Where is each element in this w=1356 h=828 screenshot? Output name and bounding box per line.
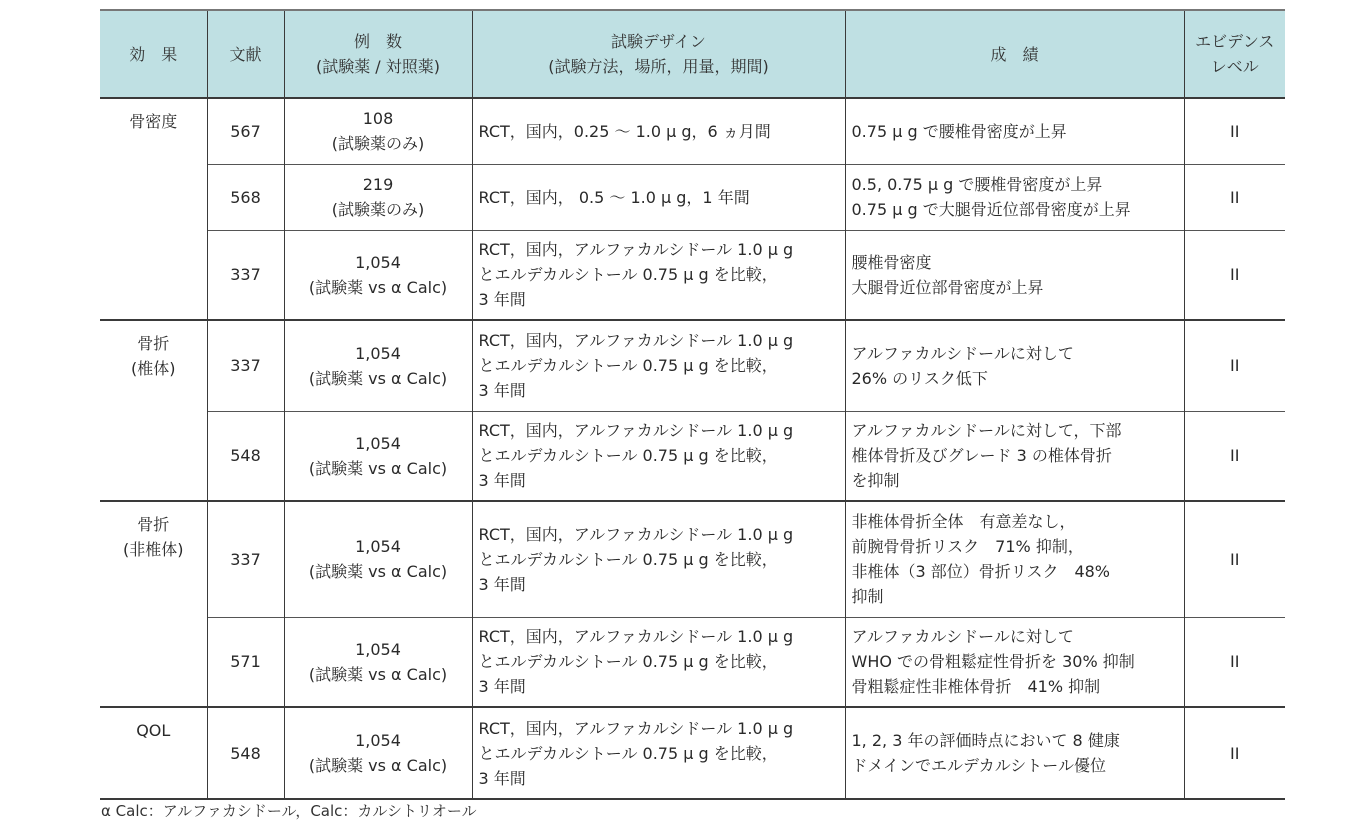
reference-cell: 548 bbox=[207, 707, 284, 799]
cases-cell-line: 1,054 bbox=[355, 731, 401, 750]
design-cell-line: 3 年間 bbox=[478, 290, 526, 310]
evidence-level-cell: II bbox=[1184, 501, 1285, 617]
reference-cell: 567 bbox=[207, 98, 284, 164]
design-cell bbox=[472, 411, 845, 501]
cases-cell bbox=[284, 98, 472, 164]
design-cell bbox=[472, 707, 845, 799]
cases-cell-line: 1,054 bbox=[355, 252, 401, 272]
cases-cell-line: 108 bbox=[362, 109, 394, 129]
effect-cell-line: QOL bbox=[136, 721, 171, 740]
reference-cell: 568 bbox=[207, 164, 284, 230]
results-cell-line: 0.75 μ g で腰椎骨密度が上昇 bbox=[851, 121, 1067, 141]
effect-cell-line: 骨折 bbox=[137, 515, 170, 534]
cases-cell bbox=[284, 501, 472, 617]
table-row bbox=[100, 98, 1285, 164]
evidence-level-cell: II bbox=[1184, 230, 1285, 320]
design-cell bbox=[472, 230, 845, 320]
evidence-table bbox=[100, 9, 1285, 800]
effect-cell-line: (椎体) bbox=[131, 359, 176, 378]
results-cell-line: を抑制 bbox=[851, 471, 900, 491]
results-cell bbox=[845, 98, 1184, 164]
reference-cell: 548 bbox=[207, 411, 284, 501]
cases-cell-line: (試験薬 vs α Calc) bbox=[308, 458, 448, 478]
table-row bbox=[100, 164, 1285, 230]
reference-cell: 337 bbox=[207, 501, 284, 617]
design-cell-line: RCT，国内， 0.5 ～ 1.0 μ g，1 年間 bbox=[478, 187, 750, 207]
header-effect: 効 果 bbox=[100, 10, 207, 98]
results-cell-line: WHO での骨粗鬆症性骨折を 30% 抑制 bbox=[851, 652, 1135, 672]
effect-cell bbox=[100, 98, 207, 320]
cases-cell-line: 1,054 bbox=[355, 639, 401, 659]
cropped-caption-fragment bbox=[440, 0, 680, 2]
cases-cell-line: 1,054 bbox=[355, 433, 401, 453]
results-cell-line: 0.5, 0.75 μ g で腰椎骨密度が上昇 bbox=[851, 175, 1103, 194]
cases-cell-line: (試験薬のみ) bbox=[331, 134, 425, 154]
design-cell-line: 3 年間 bbox=[478, 574, 526, 594]
design-cell-line: 3 年間 bbox=[478, 677, 526, 697]
results-cell-line: 1, 2, 3 年の評価時点において 8 健康 bbox=[851, 731, 1120, 750]
header-design-line: 試験デザイン bbox=[611, 32, 706, 51]
design-cell-line: RCT，国内，アルファカルシドール 1.0 μ g bbox=[478, 421, 794, 441]
header-cases-line: (試験薬 / 対照薬) bbox=[315, 57, 441, 76]
results-cell-line: アルファカルシドールに対して bbox=[851, 343, 1074, 363]
design-cell-line: RCT，国内，アルファカルシドール 1.0 μ g bbox=[478, 524, 794, 544]
cases-cell-line: (試験薬 vs α Calc) bbox=[308, 664, 448, 684]
evidence-level-cell: II bbox=[1184, 98, 1285, 164]
results-cell-line: ドメインでエルデカルシトール優位 bbox=[851, 756, 1106, 775]
header-evidence-line: レベル bbox=[1210, 57, 1259, 76]
effect-cell bbox=[100, 707, 207, 799]
cases-cell bbox=[284, 164, 472, 230]
effect-cell-line: (非椎体) bbox=[123, 540, 184, 559]
reference-cell: 337 bbox=[207, 320, 284, 411]
cases-cell bbox=[284, 320, 472, 411]
header-design-line: (試験方法，場所，用量，期間) bbox=[548, 57, 769, 76]
design-cell-line: RCT，国内，アルファカルシドール 1.0 μ g bbox=[478, 331, 794, 351]
design-cell-line: とエルデカルシトール 0.75 μ g を比較， bbox=[478, 743, 778, 763]
design-cell-line: RCT，国内，アルファカルシドール 1.0 μ g bbox=[478, 240, 794, 260]
results-cell bbox=[845, 230, 1184, 320]
design-cell-line: とエルデカルシトール 0.75 μ g を比較， bbox=[478, 652, 778, 672]
design-cell-line: 3 年間 bbox=[478, 471, 526, 491]
header-evidence-level bbox=[1184, 10, 1285, 98]
evidence-level-cell: II bbox=[1184, 707, 1285, 799]
evidence-level-cell: II bbox=[1184, 411, 1285, 501]
table-row bbox=[100, 230, 1285, 320]
results-cell bbox=[845, 617, 1184, 707]
table-header-row bbox=[100, 10, 1285, 98]
results-cell bbox=[845, 164, 1184, 230]
design-cell-line: とエルデカルシトール 0.75 μ g を比較， bbox=[478, 265, 778, 285]
header-cases-line: 例 数 bbox=[353, 32, 402, 51]
cases-cell bbox=[284, 411, 472, 501]
evidence-level-cell: II bbox=[1184, 617, 1285, 707]
header-cases bbox=[284, 10, 472, 98]
design-cell-line: とエルデカルシトール 0.75 μ g を比較， bbox=[478, 549, 778, 569]
evidence-level-cell: II bbox=[1184, 320, 1285, 411]
design-cell bbox=[472, 98, 845, 164]
results-cell-line: 前腕骨骨折リスク 71% 抑制， bbox=[851, 537, 1084, 557]
results-cell-line: 非椎体（3 部位）骨折リスク 48% bbox=[851, 562, 1111, 582]
results-cell-line: アルファカルシドールに対して，下部 bbox=[851, 421, 1122, 441]
header-design bbox=[472, 10, 845, 98]
results-cell-line: 0.75 μ g で大腿骨近位部骨密度が上昇 bbox=[851, 200, 1131, 219]
reference-cell: 571 bbox=[207, 617, 284, 707]
cases-cell-line: (試験薬 vs α Calc) bbox=[308, 368, 448, 388]
design-cell-line: RCT，国内，アルファカルシドール 1.0 μ g bbox=[478, 627, 794, 647]
footnote: α Calc：アルファカシドール，Calc：カルシトリオール bbox=[101, 802, 477, 820]
design-cell-line: RCT，国内，0.25 ～ 1.0 μ g，6 ヵ月間 bbox=[478, 121, 771, 141]
results-cell bbox=[845, 411, 1184, 501]
design-cell-line: RCT，国内，アルファカルシドール 1.0 μ g bbox=[478, 718, 794, 738]
effect-cell-line: 骨密度 bbox=[129, 112, 178, 131]
results-cell bbox=[845, 501, 1184, 617]
results-cell-line: 26% のリスク低下 bbox=[851, 368, 988, 388]
results-cell-line: 大腿骨近位部骨密度が上昇 bbox=[851, 277, 1044, 297]
results-cell-line: 骨粗鬆症性非椎体骨折 41% 抑制 bbox=[851, 677, 1101, 697]
design-cell bbox=[472, 320, 845, 411]
design-cell-line: とエルデカルシトール 0.75 μ g を比較， bbox=[478, 446, 778, 466]
results-cell bbox=[845, 320, 1184, 411]
design-cell-line: 3 年間 bbox=[478, 768, 526, 788]
cases-cell-line: (試験薬のみ) bbox=[331, 200, 425, 219]
cases-cell bbox=[284, 617, 472, 707]
reference-cell: 337 bbox=[207, 230, 284, 320]
effect-cell-line: 骨折 bbox=[137, 334, 170, 353]
results-cell bbox=[845, 707, 1184, 799]
results-cell-line: 椎体骨折及びグレード 3 の椎体骨折 bbox=[851, 446, 1112, 466]
results-cell-line: 腰椎骨密度 bbox=[851, 252, 932, 272]
cases-cell-line: (試験薬 vs α Calc) bbox=[308, 756, 448, 775]
header-evidence-line: エビデンス bbox=[1195, 32, 1275, 51]
evidence-level-cell: II bbox=[1184, 164, 1285, 230]
design-cell bbox=[472, 164, 845, 230]
results-cell-line: 抑制 bbox=[851, 587, 884, 607]
table-row bbox=[100, 411, 1285, 501]
results-cell-line: 非椎体骨折全体 有意差なし， bbox=[851, 512, 1076, 532]
table-row bbox=[100, 707, 1285, 799]
header-results: 成 績 bbox=[845, 10, 1184, 98]
design-cell-line: 3 年間 bbox=[478, 381, 526, 401]
table-row bbox=[100, 617, 1285, 707]
design-cell bbox=[472, 501, 845, 617]
cases-cell-line: (試験薬 vs α Calc) bbox=[308, 277, 448, 297]
effect-cell bbox=[100, 501, 207, 707]
cases-cell-line: (試験薬 vs α Calc) bbox=[308, 562, 448, 582]
header-reference: 文献 bbox=[207, 10, 284, 98]
design-cell bbox=[472, 617, 845, 707]
table-row bbox=[100, 501, 1285, 617]
effect-cell bbox=[100, 320, 207, 501]
results-cell-line: アルファカルシドールに対して bbox=[851, 627, 1074, 647]
cases-cell-line: 219 bbox=[362, 175, 394, 194]
design-cell-line: とエルデカルシトール 0.75 μ g を比較， bbox=[478, 356, 778, 376]
cases-cell-line: 1,054 bbox=[355, 537, 401, 557]
cases-cell bbox=[284, 230, 472, 320]
table-row bbox=[100, 320, 1285, 411]
cases-cell bbox=[284, 707, 472, 799]
cases-cell-line: 1,054 bbox=[355, 343, 401, 363]
